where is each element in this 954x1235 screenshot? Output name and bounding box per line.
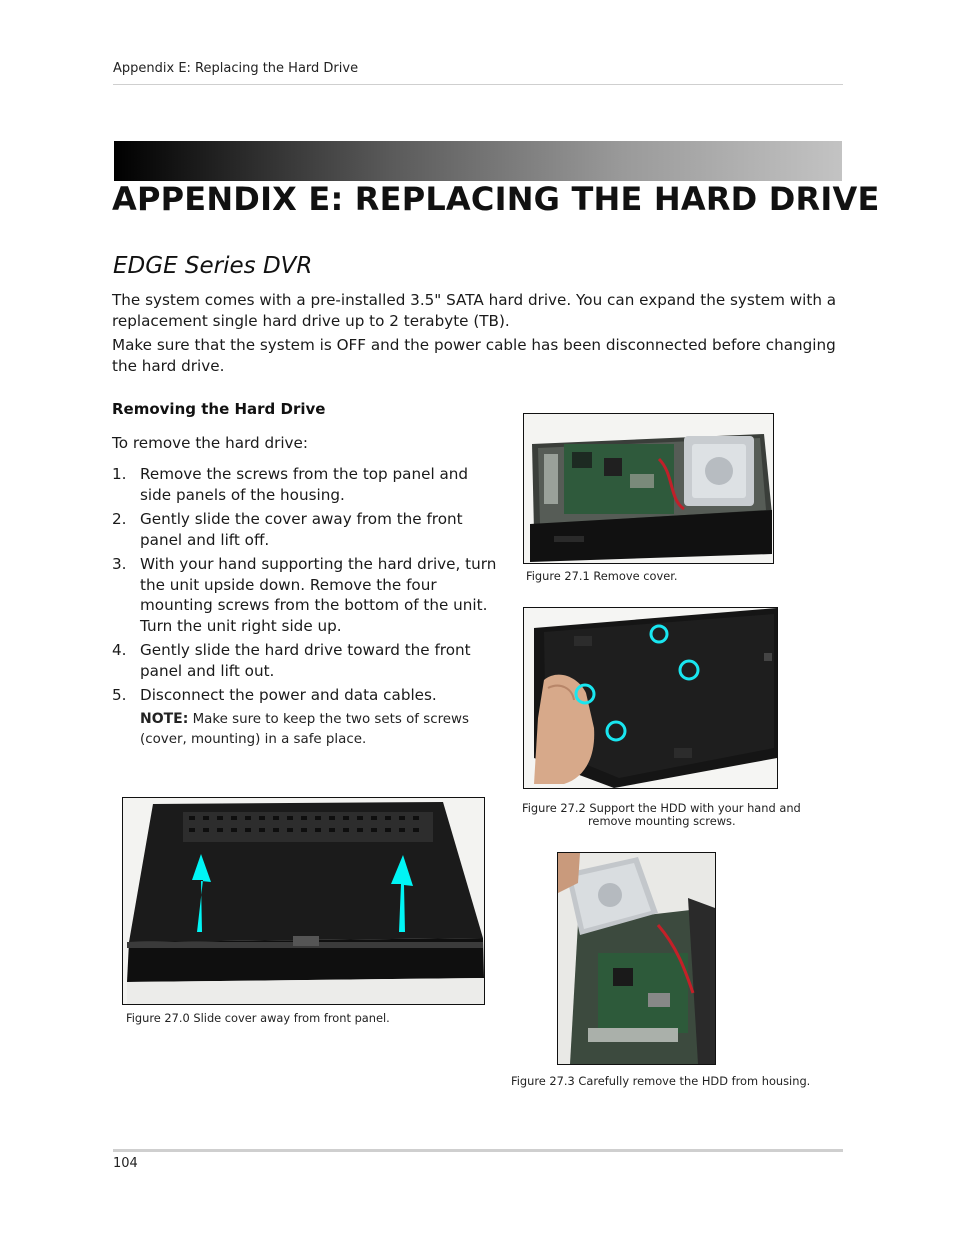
figure-remove-hdd-image (557, 852, 716, 1065)
figure-remove-cover-image (523, 413, 774, 564)
step-number: 1. (112, 465, 127, 483)
page-number: 104 (113, 1156, 138, 1171)
step-number: 4. (112, 641, 127, 659)
note-text: Make sure to keep the two sets of screws (cover, mounting) in a safe place. (140, 712, 469, 747)
figure-caption: Figure 27.1 Remove cover. (526, 569, 678, 583)
page-title: APPENDIX E: REPLACING THE HARD DRIVE (112, 180, 880, 218)
step-number: 2. (112, 510, 127, 528)
figure-caption: Figure 27.3 Carefully remove the HDD from housing. (511, 1074, 811, 1088)
title-banner (114, 141, 842, 181)
step-item (112, 640, 502, 681)
section-title: EDGE Series DVR (113, 253, 313, 279)
step-item (112, 464, 502, 505)
note (140, 709, 500, 750)
step-text: Disconnect the power and data cables. (140, 686, 437, 704)
step-item (112, 554, 502, 636)
step-text: Gently slide the cover away from the front panel and lift off. (140, 510, 463, 549)
step-text: With your hand supporting the hard drive, turn the unit upside down. Remove the four mounting screws from the bottom of the unit. Turn the unit right side up. (140, 555, 497, 635)
note-label: NOTE: (140, 711, 189, 727)
step-item (112, 509, 502, 550)
step-item (112, 685, 502, 706)
intro-paragraph: The system comes with a pre-installed 3.5" SATA hard drive. You can expand the system with a replacement single hard drive up to 2 terabyte (TB). (112, 291, 837, 330)
steps-list (112, 464, 502, 710)
figure-slide-cover-image (122, 797, 485, 1005)
warning-paragraph: Make sure that the system is OFF and the power cable has been disconnected before changing the hard drive. (112, 336, 836, 375)
steps-intro: To remove the hard drive: (112, 434, 308, 452)
figure-caption (522, 802, 842, 828)
figure-mounting-screws-image (523, 607, 778, 789)
footer-rule (113, 1149, 843, 1152)
subsection-heading: Removing the Hard Drive (112, 400, 326, 418)
figure-caption-text: Figure 27.2 Support the HDD with your hand and remove mounting screws. (522, 801, 801, 828)
step-number: 5. (112, 686, 127, 704)
step-text: Gently slide the hard drive toward the front panel and lift out. (140, 641, 471, 680)
step-number: 3. (112, 555, 127, 573)
step-text: Remove the screws from the top panel and side panels of the housing. (140, 465, 469, 504)
running-header: Appendix E: Replacing the Hard Drive (113, 61, 359, 76)
header-rule (113, 84, 843, 85)
figure-caption: Figure 27.0 Slide cover away from front panel. (126, 1011, 390, 1025)
